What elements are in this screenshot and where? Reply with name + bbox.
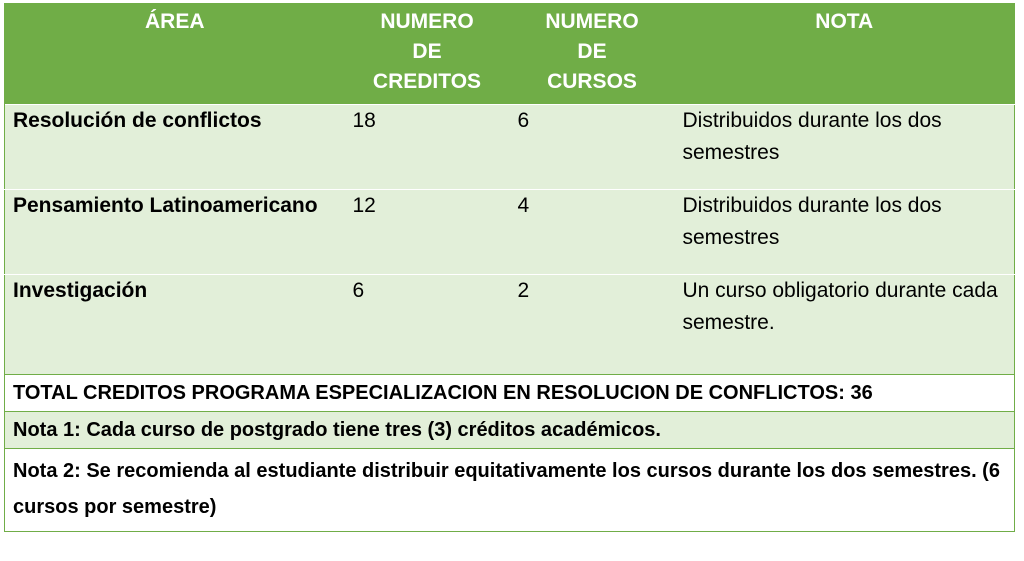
- header-cursos-line-2: DE: [577, 40, 607, 63]
- total-credits-text: TOTAL CREDITOS PROGRAMA ESPECIALIZACION EN RESOLUCION DE CONFLICTOS: 36: [5, 374, 1015, 411]
- header-cursos-line-3: CURSOS: [547, 70, 637, 93]
- row-creditos: 6: [345, 274, 510, 374]
- row-creditos: 18: [345, 104, 510, 189]
- row-area: Investigación: [5, 274, 345, 374]
- row-area: Resolución de conflictos: [5, 104, 345, 189]
- total-row: [5, 374, 1015, 411]
- note-2-text: Nota 2: Se recomienda al estudiante distribuir equitativamente los cursos durante los dos semestres. (6 cursos por semestre): [5, 448, 1015, 531]
- header-cursos: [510, 3, 675, 104]
- header-creditos-line-2: DE: [412, 40, 442, 63]
- header-row: [5, 3, 1015, 104]
- credits-table-container: [4, 3, 1014, 532]
- row-nota: Distribuidos durante los dos semestres: [675, 104, 1015, 189]
- row-nota: Distribuidos durante los dos semestres: [675, 189, 1015, 274]
- note-1-text: Nota 1: Cada curso de postgrado tiene tres (3) créditos académicos.: [5, 411, 1015, 448]
- row-cursos: 6: [510, 104, 675, 189]
- credits-table: [4, 3, 1015, 532]
- header-cursos-line-1: NUMERO: [545, 10, 639, 33]
- header-area: ÁREA: [5, 3, 345, 104]
- note-1-row: [5, 411, 1015, 448]
- table-body: [5, 104, 1015, 531]
- header-nota: NOTA: [675, 3, 1015, 104]
- row-creditos: 12: [345, 189, 510, 274]
- table-header: [5, 3, 1015, 104]
- header-creditos: [345, 3, 510, 104]
- row-cursos: 2: [510, 274, 675, 374]
- header-creditos-line-1: NUMERO: [380, 10, 474, 33]
- note-2-row: [5, 448, 1015, 531]
- table-row: [5, 104, 1015, 189]
- header-creditos-line-3: CREDITOS: [372, 70, 482, 93]
- row-area: Pensamiento Latinoamericano: [5, 189, 345, 274]
- row-nota: Un curso obligatorio durante cada semestre.: [675, 274, 1015, 374]
- table-row: [5, 189, 1015, 274]
- table-row: [5, 274, 1015, 374]
- row-cursos: 4: [510, 189, 675, 274]
